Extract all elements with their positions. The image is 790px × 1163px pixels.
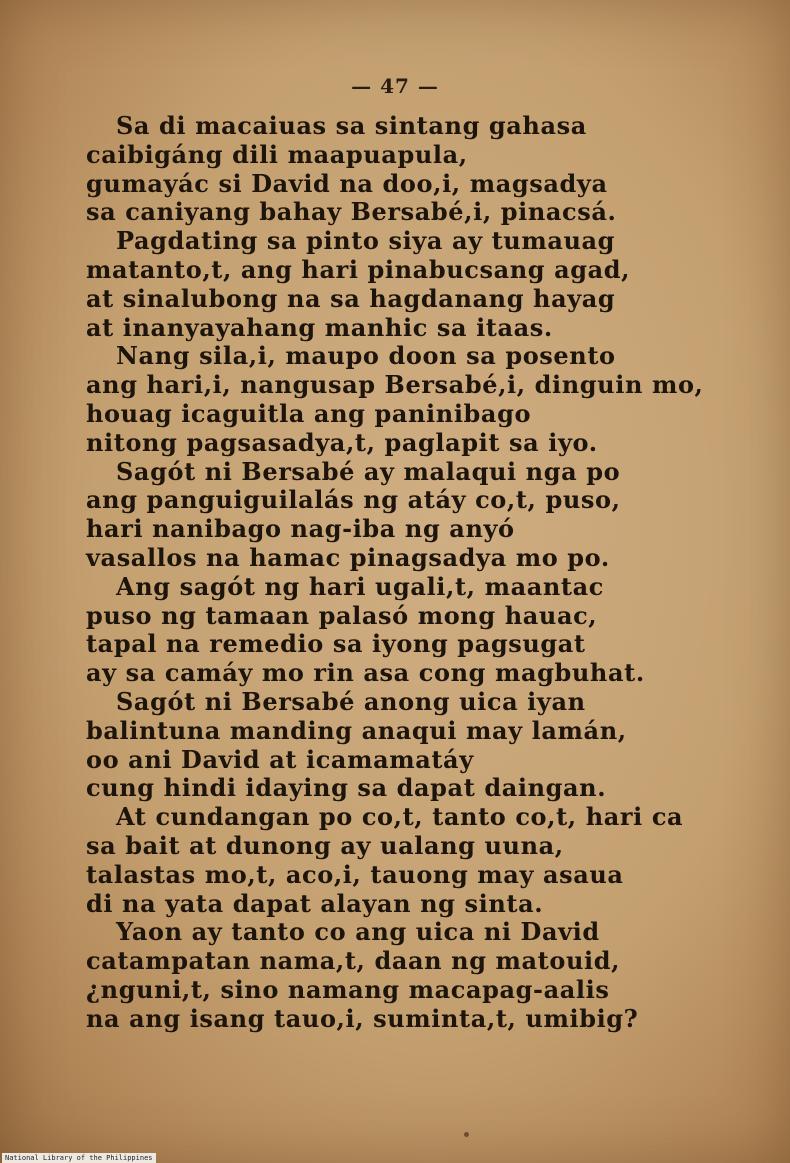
ink-spot	[464, 1132, 469, 1137]
poem-line: Sagót ni Bersabé anong uica iyan	[116, 686, 586, 716]
poem-line: gumayác si David na doo,i, magsadya	[86, 168, 608, 198]
stanza	[0, 573, 790, 688]
poem-line: ang hari,i, nangusap Bersabé,i, dinguin mo,	[86, 370, 704, 400]
poem-line: Pagdating sa pinto siya ay tumauag	[116, 226, 616, 256]
stanza	[0, 803, 790, 918]
poem-line: at inanyayahang manhic sa itaas.	[86, 312, 553, 342]
poem-line: ang panguiguilalás ng atáy co,t, puso,	[86, 485, 621, 515]
poem-line: na ang isang tauo,i, suminta,t, umibig?	[86, 1003, 639, 1033]
poem-line: ay sa camáy mo rin asa cong magbuhat.	[86, 658, 645, 688]
poem-line: cung hindi idaying sa dapat daingan.	[86, 773, 607, 803]
page-number: — 47 —	[351, 74, 439, 98]
poem-line: puso ng tamaan palasó mong hauac,	[86, 600, 598, 630]
poem-line: tapal na remedio sa iyong pagsugat	[86, 629, 586, 659]
poem-line: Sa di macaiuas sa sintang gahasa	[116, 111, 587, 140]
poem-line: sa bait at dunong ay ualang uuna,	[86, 830, 564, 860]
poem-line: Ang sagót ng hari ugali,t, maantac	[116, 571, 604, 601]
poem-line: catampatan nama,t, daan ng matouid,	[86, 946, 621, 976]
poem-line: nitong pagsasadya,t, paglapit sa iyo.	[86, 427, 598, 457]
library-credit: National Library of the Philippines	[2, 1153, 156, 1163]
poem-line: matanto,t, ang hari pinabucsang agad,	[86, 254, 631, 284]
stanza	[0, 227, 790, 342]
poem-line: hari nanibago nag-iba ng anyó	[86, 514, 515, 544]
stanza	[0, 918, 790, 1033]
poem-line: di na yata dapat alayan ng sinta.	[86, 888, 544, 918]
stanza	[0, 688, 790, 803]
poem-line: houag icaguitla ang paninibago	[86, 398, 532, 428]
poem-line: Nang sila,i, maupo doon sa posento	[116, 341, 616, 371]
poem-body	[0, 112, 790, 1034]
stanza	[0, 112, 790, 227]
poem-line: caibigáng dili maapuapula,	[86, 139, 468, 169]
poem-line: at sinalubong na sa hagdanang hayag	[86, 283, 616, 313]
poem-line: ¿nguni,t, sino namang macapag-aalis	[86, 974, 610, 1004]
poem-line: At cundangan po co,t, tanto co,t, hari ca	[116, 802, 684, 832]
poem-line: Yaon ay tanto co ang uica ni David	[116, 917, 600, 947]
poem-line: vasallos na hamac pinagsadya mo po.	[86, 542, 610, 572]
stanza	[0, 342, 790, 457]
poem-line: oo ani David at icamamatáy	[86, 744, 474, 774]
poem-line: talastas mo,t, aco,i, tauong may asaua	[86, 859, 624, 889]
poem-line: sa caniyang bahay Bersabé,i, pinacsá.	[86, 197, 617, 227]
stanza	[0, 458, 790, 573]
poem-line: balintuna manding anaqui may lamán,	[86, 715, 627, 745]
poem-line: Sagót ni Bersabé ay malaqui nga po	[116, 456, 621, 486]
